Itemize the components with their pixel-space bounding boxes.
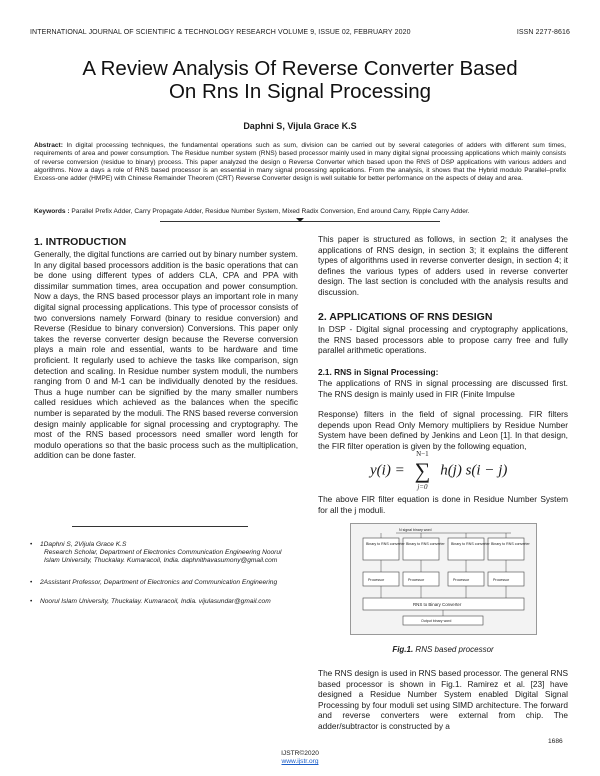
converter-label: Binary to RNS converter xyxy=(491,542,530,546)
footnote-1-authors: 1Daphni S, 2Vijula Grace K.S xyxy=(40,541,127,548)
footnote-1-affiliation: Research Scholar, Department of Electronics Communication Engineering Noorul Islam University, Thuckalay. Kumaracoil, India. daphnithavasumony@gmail.com xyxy=(44,549,282,564)
processor-label: Processor xyxy=(368,578,385,582)
apps-text: In DSP - Digital signal processing and cryptography applications, the RNS based processors able to propose carry free and fully parallel arithmetic operations. xyxy=(318,324,568,356)
abstract-text: In digital processing techniques, the fundamental operations such as sum, division can be carried out by several categories of adders with different sum times, requirements of area and power consumption. The Residue number system (RNS) based processor mainly used in many digital signal processing applications which mainly consists of reverse conversion (residue to binary) process. This paper analyzed the design o Reverse Converter which based upon the RNS of DSP applications with various adders and algorithms. Now a days a role of RNS based processor is an essential in many signal processing applications. From the analysis, it shows that the Hybrid modulo Parallel–prefix Excess-one adder (HMPE) with Chinese Remainder Theorem (CRT) Reverse Converter design is well suitable for better performance on the aspects of delay and area. xyxy=(34,142,566,183)
footnote-2 xyxy=(30,579,290,587)
equation-rhs: h(j) s(i − j) xyxy=(440,462,508,479)
fir-equation xyxy=(370,450,508,491)
figure-caption xyxy=(318,645,568,654)
figure-caption-label: Fig.1. xyxy=(392,645,414,654)
issn: ISSN 2277-8616 xyxy=(516,29,570,36)
bullet-icon: • xyxy=(30,579,33,586)
journal-name: INTERNATIONAL JOURNAL OF SCIENTIFIC & TECHNOLOGY RESEARCH VOLUME 9, ISSUE 02, FEBRUARY 2020 xyxy=(30,29,411,36)
page-footer xyxy=(0,750,600,766)
title-line-1: A Review Analysis Of Reverse Converter Based xyxy=(82,57,518,80)
subsection-text-2: Response) filters in the field of signal processing. FIR filters depends upon Read Only Memory multipliers by Residue Number System have been defined by Jenkins and Leon [1]. In that design, the FIR filter operation is given by the following equation, xyxy=(318,409,568,451)
processor-label: Processor xyxy=(453,578,470,582)
title-line-2: On Rns In Signal Processing xyxy=(168,80,432,103)
summation xyxy=(411,450,433,491)
keywords xyxy=(34,208,566,216)
rns-processor-figure xyxy=(350,523,537,635)
subsection-text-1: The applications of RNS in signal processing are discussed first. The RNS design is mainly used in FIR (Finite Impulse xyxy=(318,378,568,399)
output-label: Output binary word xyxy=(421,619,452,623)
authors: Daphni S, Vijula Grace K.S xyxy=(243,121,357,131)
footnote-2-text: 2Assistant Professor, Department of Electronics and Communication Engineering xyxy=(40,579,278,586)
keywords-text: Parallel Prefix Adder, Carry Propagate Adder, Residue Number System, Mixed Radix Conversion, End around Carry, Ripple Carry Adder. xyxy=(69,208,470,215)
after-equation-text: The above FIR filter equation is done in Residue Number System for all the j moduli. xyxy=(318,494,568,515)
bullet-icon: • xyxy=(30,598,33,605)
sum-upper-limit: N−1 xyxy=(416,450,429,458)
last-paragraph: The RNS design is used in RNS based processor. The general RNS based processor is shown in Fig.1. Ramirez et al. [23] have designed a Residue Number System enabled Digital Signal Processing by four moduli set using SIMD architecture. The forward and reverse converters were external from chip. The adder/subtractor is constructed by a xyxy=(318,668,568,731)
sum-lower-limit: j=0 xyxy=(417,483,428,491)
page-number: 1686 xyxy=(548,738,563,745)
figure-diagram xyxy=(351,524,536,634)
footnote-1 xyxy=(30,541,290,565)
rns-to-binary-label: RNS to Binary Converter xyxy=(413,602,462,607)
footer-copyright: IJSTR©2020 xyxy=(281,750,319,757)
structure-text: This paper is structured as follows, in section 2; it analyses the applications of RNS design, in section 3; it explains the different types of algorithms used in reverse converter design, in section 4; it defines the various types of adders used in reverse converter design. The last section is concluded with the analysis results and discussion. xyxy=(318,234,568,297)
abstract-label: Abstract: xyxy=(34,142,63,149)
equation-lhs: y(i) = xyxy=(370,462,405,479)
processor-label: Processor xyxy=(408,578,425,582)
intro-text: Generally, the digital functions are carried out by binary number system. In any digital based processors addition is the basic operations that can be done using different types of adders CLA, CPA and PPA with dissimilar summation times, area occupation and power consumption. Now a days, the RNS based processor plays an important role in many digital signal processing applications. This type of processor consists of two conversions namely Forward (binary to residue conversion) and Reverse (Residue to binary conversion) Conversions. This paper only takes the reverse converter design because the Reverse conversion plays a main role and essential, wants to be hardware and time proficient. It regularly used to achieve the tasks like comparison, sign detection and scaling. In Residue number system moduli, the numbers ranging from 0 and M-1 can be individually denoted by the residues. Thus a huge number can be signified by the many smaller numbers called residues which achieved as the balances when the specific number is separated by the moduli. The RNS based reverse conversion design mainly applicable for signal processing and cryptography. The most of the RNS based processors need smaller word length for modulo operations so that the basic process such as the multiplication, addition can be done faster. xyxy=(34,249,298,461)
footnote-rule xyxy=(72,526,248,527)
keywords-label: Keywords : xyxy=(34,208,70,215)
converter-label: Binary to RNS converter xyxy=(451,542,490,546)
intro-heading: 1. INTRODUCTION xyxy=(34,236,127,248)
sum-symbol: ∑ xyxy=(414,458,431,483)
fig-input-label: N signal binary word xyxy=(399,528,432,532)
figure-caption-text: RNS based processor xyxy=(413,645,494,654)
abstract xyxy=(34,142,566,183)
converter-label: Binary to RNS converter xyxy=(366,542,405,546)
paper-title xyxy=(20,57,580,103)
footnote-3-text: Noorul Islam University, Thuckalay. Kumaracoil, India. vijulasundar@gmail.com xyxy=(40,598,271,605)
apps-heading: 2. APPLICATIONS OF RNS DESIGN xyxy=(318,311,493,323)
separator-diamond xyxy=(296,218,304,222)
converter-label: Binary to RNS converter xyxy=(406,542,445,546)
bullet-icon: • xyxy=(30,541,33,548)
processor-label: Processor xyxy=(493,578,510,582)
subsection-heading: 2.1. RNS in Signal Processing: xyxy=(318,367,439,377)
footnote-3 xyxy=(30,598,290,606)
journal-link[interactable]: www.ijstr.org xyxy=(281,758,319,765)
